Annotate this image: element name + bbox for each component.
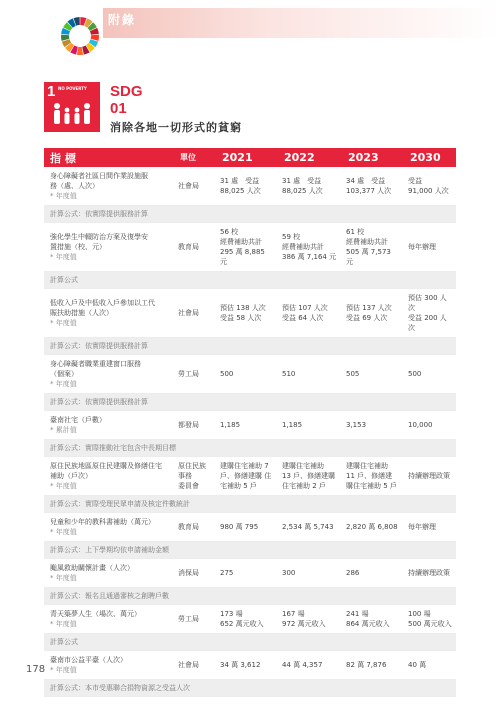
unit-cell bbox=[174, 167, 216, 206]
value-cell-2030 bbox=[404, 457, 456, 496]
indicator-note: * 累計值 bbox=[50, 426, 77, 434]
value-cell-2022 bbox=[278, 355, 342, 394]
value-cell-2030 bbox=[404, 411, 456, 440]
value-cell-2030-line: 91,000 人次 bbox=[408, 187, 449, 195]
value-cell-2022-line: 受益 64 人次 bbox=[282, 314, 324, 322]
indicator-cell-line: 臺南市公益平臺（人次） bbox=[50, 656, 127, 664]
value-cell-2023-line: 34 處 受益 bbox=[346, 177, 386, 185]
indicator-cell-line: 強化學生中輟防治方案及復學安 bbox=[50, 233, 148, 241]
value-cell-2021 bbox=[216, 457, 278, 496]
indicator-note: * 年度值 bbox=[50, 574, 77, 582]
value-cell-2021 bbox=[216, 167, 278, 206]
value-cell-2030-line: 10,000 bbox=[408, 421, 433, 429]
value-cell-2021-line: 戶、修繕建購 住 bbox=[220, 472, 272, 480]
value-cell-2021-line: 652 萬元收入 bbox=[220, 620, 264, 628]
value-cell-2022-line: 510 bbox=[282, 370, 296, 378]
value-cell-2023 bbox=[342, 355, 404, 394]
sdg-code-number: 01 bbox=[110, 100, 127, 117]
indicator-cell-line: 原住民族地區原住民建購及修繕住宅 bbox=[50, 462, 162, 470]
value-cell-2023-line: 建購住宅補助 bbox=[346, 462, 388, 470]
table-row bbox=[44, 605, 456, 634]
formula-text: 計算公式：實際受理民眾申請及核定件數統計 bbox=[44, 496, 456, 513]
table-row bbox=[44, 167, 456, 206]
indicator-cell-line: 颱風救助關懷計畫（人次） bbox=[50, 564, 134, 572]
value-cell-2023-line: 241 場 bbox=[346, 610, 369, 618]
appendix-label: 附錄 bbox=[108, 13, 137, 27]
formula-row bbox=[44, 542, 456, 559]
page-number: 178 bbox=[26, 664, 46, 675]
unit-cell bbox=[174, 411, 216, 440]
header-2030: 2030 bbox=[404, 148, 456, 167]
value-cell-2021-line: 275 bbox=[220, 569, 234, 577]
unit-cell-text: 勞工局 bbox=[178, 615, 199, 623]
table-row bbox=[44, 559, 456, 588]
indicator-cell-line: 務（處、人次） bbox=[50, 182, 99, 190]
unit-cell-text: 社會局 bbox=[178, 182, 199, 190]
indicator-cell bbox=[44, 513, 174, 542]
unit-cell bbox=[174, 289, 216, 338]
table-header-row bbox=[44, 148, 456, 167]
value-cell-2022-line: 167 場 bbox=[282, 610, 305, 618]
value-cell-2022-line: 44 萬 4,357 bbox=[282, 661, 323, 669]
indicator-cell-line: 身心障礙者職業重建窗口服務 bbox=[50, 360, 141, 368]
value-cell-2022 bbox=[278, 651, 342, 680]
formula-text: 計算公式：上下學期均依申請補助金額 bbox=[44, 542, 456, 559]
value-cell-2023 bbox=[342, 559, 404, 588]
indicator-cell bbox=[44, 223, 174, 272]
sdg-badge bbox=[44, 82, 100, 132]
indicator-note: * 年度值 bbox=[50, 192, 77, 200]
indicator-note: * 年度值 bbox=[50, 319, 77, 327]
value-cell-2021 bbox=[216, 559, 278, 588]
value-cell-2021-line: 34 萬 3,612 bbox=[220, 661, 261, 669]
indicator-note: * 年度值 bbox=[50, 666, 77, 674]
value-cell-2030-line: 持續辦理政策 bbox=[408, 472, 450, 480]
formula-text: 計算公式：實際推動社宅包含中長期目標 bbox=[44, 440, 456, 457]
indicator-cell bbox=[44, 167, 174, 206]
unit-cell-text: 教育局 bbox=[178, 523, 199, 531]
value-cell-2022 bbox=[278, 457, 342, 496]
formula-row bbox=[44, 680, 456, 697]
value-cell-2021-line: 1,185 bbox=[220, 421, 241, 429]
value-cell-2030-line: 每年辦理 bbox=[408, 243, 436, 251]
indicator-cell-line: 低收入戶及中低收入戶參加以工代 bbox=[50, 299, 155, 307]
indicator-cell-line: 補助（戶次） bbox=[50, 472, 92, 480]
value-cell-2021 bbox=[216, 411, 278, 440]
formula-row bbox=[44, 272, 456, 289]
unit-cell bbox=[174, 223, 216, 272]
formula-text: 計算公式：依實際提供服務計算 bbox=[44, 394, 456, 411]
value-cell-2022 bbox=[278, 559, 342, 588]
value-cell-2030 bbox=[404, 559, 456, 588]
value-cell-2023 bbox=[342, 457, 404, 496]
value-cell-2030-line: 受益 200 人次 bbox=[408, 314, 447, 332]
value-cell-2022 bbox=[278, 513, 342, 542]
value-cell-2023-line: 505 萬 7,573 元 bbox=[346, 248, 391, 266]
value-cell-2023-line: 購住宅補助 5 戶 bbox=[346, 482, 397, 490]
value-cell-2030-line: 預估 300 人次 bbox=[408, 294, 447, 312]
value-cell-2022-line: 2,534 萬 5,743 bbox=[282, 523, 334, 531]
indicator-note: * 年度值 bbox=[50, 253, 77, 261]
value-cell-2021 bbox=[216, 223, 278, 272]
indicator-table bbox=[44, 148, 456, 697]
value-cell-2030-line: 500 bbox=[408, 370, 422, 378]
value-cell-2030-line: 40 萬 bbox=[408, 661, 427, 669]
value-cell-2022-line: 經費補助共計 bbox=[282, 243, 324, 251]
unit-cell bbox=[174, 605, 216, 634]
value-cell-2023-line: 預估 137 人次 bbox=[346, 304, 392, 312]
value-cell-2023-line: 11 戶、修繕建 bbox=[346, 472, 393, 480]
indicator-cell-line: 置措施（校、元） bbox=[50, 243, 106, 251]
formula-text: 計算公式：依實際提供服務計算 bbox=[44, 338, 456, 355]
unit-cell bbox=[174, 513, 216, 542]
value-cell-2022 bbox=[278, 605, 342, 634]
formula-row bbox=[44, 394, 456, 411]
value-cell-2023-line: 3,153 bbox=[346, 421, 367, 429]
value-cell-2023 bbox=[342, 411, 404, 440]
value-cell-2030-line: 受益 bbox=[408, 177, 422, 185]
formula-row bbox=[44, 338, 456, 355]
table-row bbox=[44, 289, 456, 338]
value-cell-2023 bbox=[342, 167, 404, 206]
value-cell-2030 bbox=[404, 223, 456, 272]
value-cell-2021-line: 88,025 人次 bbox=[220, 187, 261, 195]
value-cell-2023-line: 受益 69 人次 bbox=[346, 314, 388, 322]
indicator-cell-line: 賑扶助措施（人次） bbox=[50, 309, 113, 317]
value-cell-2021-line: 受益 58 人次 bbox=[220, 314, 262, 322]
sdg-code-label: SDG bbox=[110, 83, 143, 100]
table-row bbox=[44, 223, 456, 272]
value-cell-2023-line: 103,377 人次 bbox=[346, 187, 392, 195]
indicator-cell bbox=[44, 651, 174, 680]
formula-row bbox=[44, 588, 456, 605]
formula-row bbox=[44, 440, 456, 457]
value-cell-2022 bbox=[278, 167, 342, 206]
value-cell-2023-line: 經費補助共計 bbox=[346, 238, 388, 246]
unit-cell bbox=[174, 651, 216, 680]
appendix-banner bbox=[103, 8, 500, 38]
value-cell-2030 bbox=[404, 167, 456, 206]
table-row bbox=[44, 513, 456, 542]
value-cell-2023 bbox=[342, 289, 404, 338]
value-cell-2022 bbox=[278, 411, 342, 440]
value-cell-2023-line: 864 萬元收入 bbox=[346, 620, 390, 628]
value-cell-2022-line: 59 校 bbox=[282, 233, 301, 241]
value-cell-2030-line: 每年辦理 bbox=[408, 523, 436, 531]
value-cell-2023-line: 505 bbox=[346, 370, 360, 378]
value-cell-2022-line: 預估 107 人次 bbox=[282, 304, 328, 312]
unit-cell-line: 原住民族事務 bbox=[178, 462, 206, 480]
value-cell-2022-line: 建購住宅補助 bbox=[282, 462, 324, 470]
value-cell-2023-line: 2,820 萬 6,808 bbox=[346, 523, 398, 531]
unit-cell bbox=[174, 355, 216, 394]
table-row bbox=[44, 355, 456, 394]
sdg-badge-text: NO POVERTY bbox=[58, 86, 87, 91]
header-2021: 2021 bbox=[216, 148, 278, 167]
indicator-cell bbox=[44, 559, 174, 588]
value-cell-2021-line: 980 萬 795 bbox=[220, 523, 259, 531]
formula-row bbox=[44, 206, 456, 223]
unit-cell-text: 社會局 bbox=[178, 309, 199, 317]
value-cell-2023 bbox=[342, 513, 404, 542]
indicator-note: * 年度值 bbox=[50, 380, 77, 388]
value-cell-2022-line: 1,185 bbox=[282, 421, 303, 429]
value-cell-2022-line: 13 戶、修繕建購 bbox=[282, 472, 336, 480]
value-cell-2022-line: 300 bbox=[282, 569, 296, 577]
header-indicator: 指 標 bbox=[44, 148, 174, 167]
sdg-wheel-icon bbox=[60, 16, 100, 56]
sdg-wheel-segment bbox=[77, 47, 83, 55]
indicator-cell-line: 兒童和少年的教科書補助（萬元） bbox=[50, 518, 155, 526]
value-cell-2022-line: 88,025 人次 bbox=[282, 187, 323, 195]
indicator-cell bbox=[44, 457, 174, 496]
sdg-title: 消除各地一切形式的貧窮 bbox=[110, 121, 242, 134]
family-icon bbox=[50, 102, 94, 128]
value-cell-2021-line: 500 bbox=[220, 370, 234, 378]
value-cell-2021-line: 宅補助 5 戶 bbox=[220, 482, 257, 490]
indicator-cell bbox=[44, 355, 174, 394]
value-cell-2030 bbox=[404, 355, 456, 394]
formula-text: 計算公式 bbox=[44, 634, 456, 651]
unit-cell-text: 都發局 bbox=[178, 421, 199, 429]
value-cell-2021-line: 預估 138 人次 bbox=[220, 304, 266, 312]
unit-cell bbox=[174, 457, 216, 496]
value-cell-2022 bbox=[278, 289, 342, 338]
indicator-cell bbox=[44, 605, 174, 634]
formula-row bbox=[44, 496, 456, 513]
value-cell-2021-line: 經費補助共計 bbox=[220, 238, 262, 246]
value-cell-2023 bbox=[342, 651, 404, 680]
formula-row bbox=[44, 634, 456, 651]
value-cell-2021 bbox=[216, 605, 278, 634]
value-cell-2030 bbox=[404, 651, 456, 680]
value-cell-2021 bbox=[216, 355, 278, 394]
table-row bbox=[44, 411, 456, 440]
value-cell-2030-line: 持續辦理政策 bbox=[408, 569, 450, 577]
indicator-cell-line: 身心障礙者社區日間作業設施服 bbox=[50, 172, 148, 180]
value-cell-2023 bbox=[342, 605, 404, 634]
value-cell-2021 bbox=[216, 289, 278, 338]
value-cell-2021 bbox=[216, 513, 278, 542]
table-body bbox=[44, 167, 456, 697]
value-cell-2030-line: 500 萬元收入 bbox=[408, 620, 452, 628]
formula-text: 計算公式：本市受惠聯合捐物資源之受益人次 bbox=[44, 680, 456, 697]
indicator-note: * 年度值 bbox=[50, 620, 77, 628]
value-cell-2022 bbox=[278, 223, 342, 272]
value-cell-2021-line: 173 場 bbox=[220, 610, 243, 618]
indicator-cell bbox=[44, 289, 174, 338]
header-unit: 單位 bbox=[174, 148, 216, 167]
unit-cell-text: 勞工局 bbox=[178, 370, 199, 378]
table-row bbox=[44, 651, 456, 680]
value-cell-2021-line: 56 校 bbox=[220, 228, 239, 236]
indicator-note: * 年度值 bbox=[50, 528, 77, 536]
value-cell-2021-line: 295 萬 8,885 元 bbox=[220, 248, 265, 266]
formula-text: 計算公式：依實際提供服務計算 bbox=[44, 206, 456, 223]
value-cell-2022-line: 31 處 受益 bbox=[282, 177, 322, 185]
unit-cell-text: 社會局 bbox=[178, 661, 199, 669]
header-2022: 2022 bbox=[278, 148, 342, 167]
indicator-note: * 年度值 bbox=[50, 482, 77, 490]
indicator-cell bbox=[44, 411, 174, 440]
unit-cell-text: 消保局 bbox=[178, 569, 199, 577]
value-cell-2023-line: 61 校 bbox=[346, 228, 365, 236]
value-cell-2023 bbox=[342, 223, 404, 272]
value-cell-2021 bbox=[216, 651, 278, 680]
table-row bbox=[44, 457, 456, 496]
value-cell-2022-line: 972 萬元收入 bbox=[282, 620, 326, 628]
value-cell-2030 bbox=[404, 605, 456, 634]
formula-text: 計算公式 bbox=[44, 272, 456, 289]
value-cell-2021-line: 建購住宅補助 7 bbox=[220, 462, 269, 470]
sdg-badge-number: 1 bbox=[47, 83, 56, 100]
value-cell-2021-line: 31 處 受益 bbox=[220, 177, 260, 185]
unit-cell-line: 委員會 bbox=[178, 482, 199, 490]
value-cell-2030-line: 100 場 bbox=[408, 610, 431, 618]
value-cell-2023-line: 82 萬 7,876 bbox=[346, 661, 387, 669]
value-cell-2030 bbox=[404, 289, 456, 338]
indicator-cell-line: 青天築夢人生（場次、萬元） bbox=[50, 610, 141, 618]
value-cell-2030 bbox=[404, 513, 456, 542]
unit-cell-text: 教育局 bbox=[178, 243, 199, 251]
indicator-cell-line: （個案） bbox=[50, 370, 78, 378]
value-cell-2022-line: 386 萬 7,164 元 bbox=[282, 253, 337, 261]
value-cell-2022-line: 住宅補助 2 戶 bbox=[282, 482, 326, 490]
header-2023: 2023 bbox=[342, 148, 404, 167]
value-cell-2023-line: 286 bbox=[346, 569, 360, 577]
sdg-code bbox=[110, 83, 143, 117]
indicator-cell-line: 臺南社宅（戶數） bbox=[50, 416, 106, 424]
formula-text: 計算公式：報名且通過審核之創聘戶數 bbox=[44, 588, 456, 605]
unit-cell bbox=[174, 559, 216, 588]
